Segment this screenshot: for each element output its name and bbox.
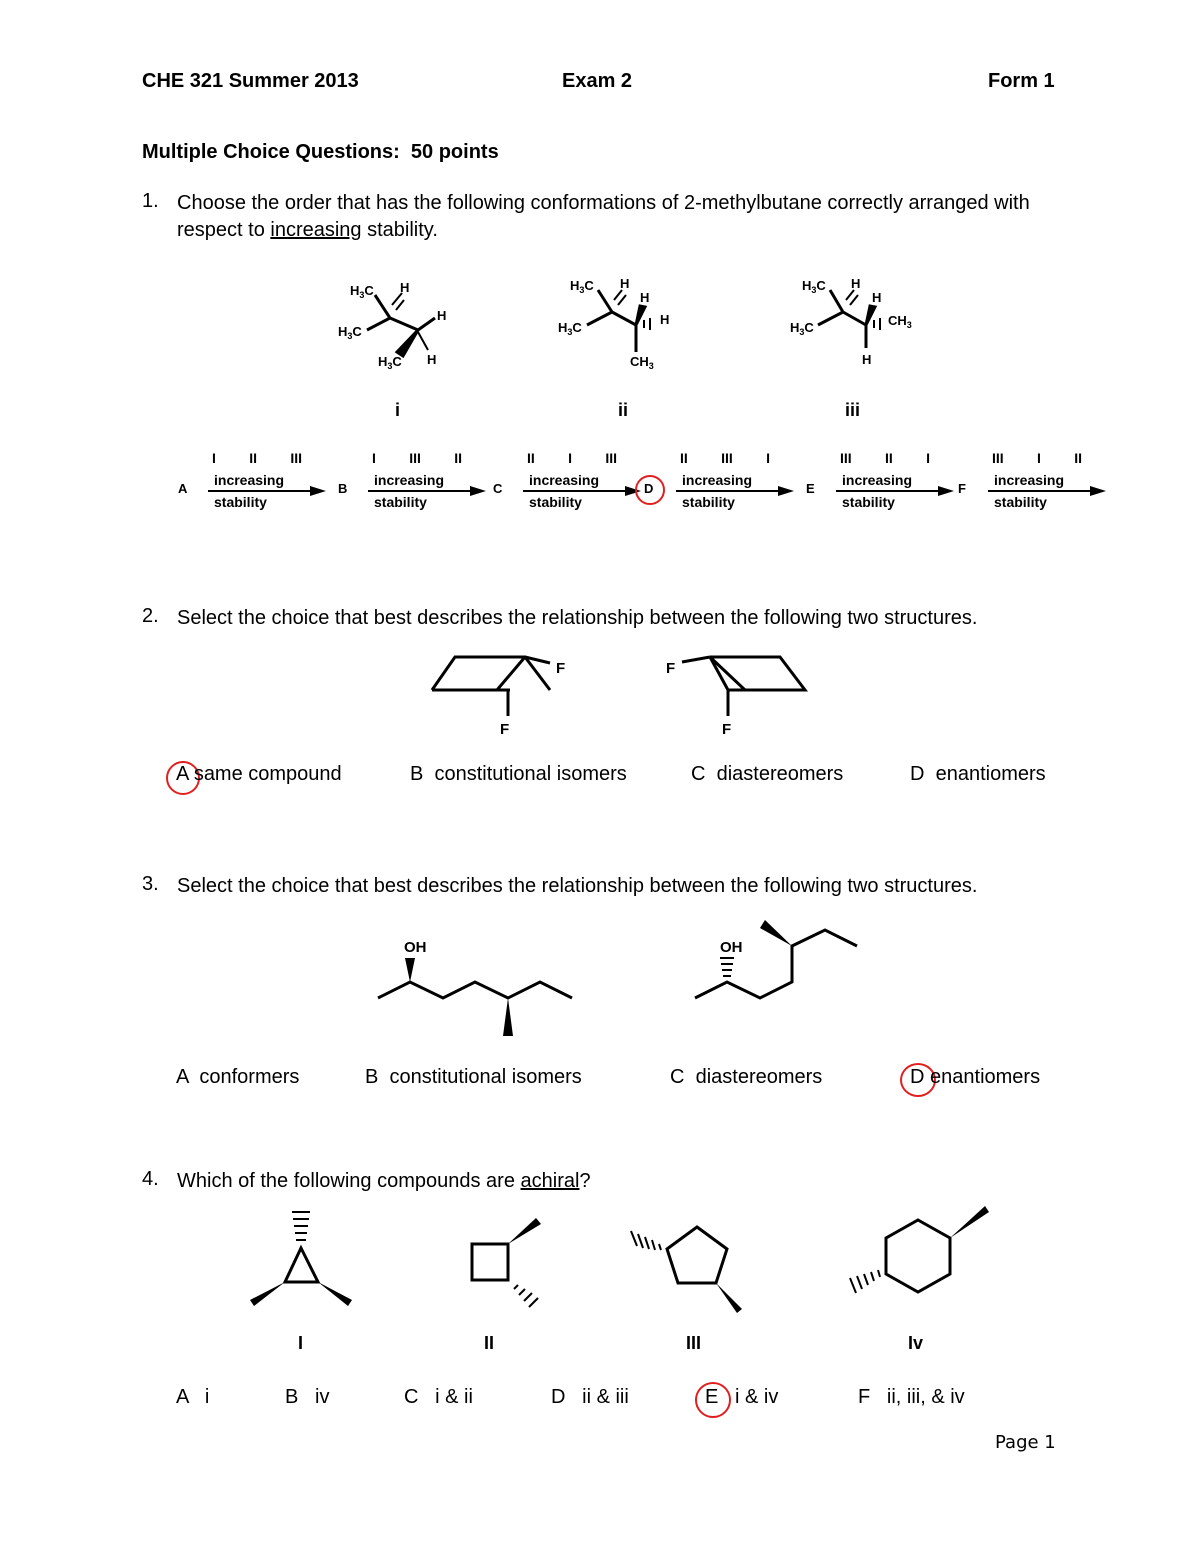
q1-choice-letter: A bbox=[178, 481, 188, 496]
q4-option-e[interactable]: E i & iv bbox=[705, 1386, 779, 1408]
q1-text-b: stability. bbox=[361, 219, 438, 241]
q4-option-d[interactable]: D ii & iii bbox=[551, 1386, 629, 1408]
question-number-3: 3. bbox=[142, 873, 159, 895]
q3-option-b[interactable]: B constitutional isomers bbox=[365, 1066, 582, 1088]
svg-text:CH3: $CH_3$ bbox=[888, 313, 912, 330]
q1-choice-order bbox=[212, 450, 302, 466]
q1-order-item: II bbox=[454, 450, 462, 466]
q1-order-item: III bbox=[721, 450, 733, 466]
q1-arrow-top-label: increasing bbox=[529, 472, 600, 488]
q1-choice-b[interactable] bbox=[340, 448, 490, 518]
q2-option-c[interactable]: C diastereomers bbox=[691, 763, 844, 785]
q1-arrow-top-label: increasing bbox=[214, 472, 285, 488]
q3-oh-label-1: OH bbox=[404, 939, 427, 956]
question-2-text: Select the choice that best describes the relationship between the following two structures. bbox=[177, 607, 978, 629]
page-number: Page 1 bbox=[995, 1432, 1056, 1453]
q1-choice-order bbox=[992, 450, 1082, 466]
q4-label-II: II bbox=[484, 1333, 495, 1353]
q2-option-d[interactable]: D enantiomers bbox=[910, 763, 1046, 785]
q1-choice-c[interactable] bbox=[495, 448, 645, 518]
q4-label-I: I bbox=[298, 1333, 304, 1353]
q4-option-f[interactable]: F ii, iii, & iv bbox=[858, 1386, 965, 1408]
q1-choice-e[interactable] bbox=[808, 448, 958, 518]
q1-order-item: I bbox=[926, 450, 930, 466]
q1-order-item: II bbox=[527, 450, 535, 466]
svg-text:H3C: $H_3C$ bbox=[790, 320, 814, 337]
q1-structure-iii-atoms bbox=[790, 276, 912, 367]
q4-option-a[interactable]: A i bbox=[176, 1386, 210, 1408]
question-number-2: 2. bbox=[142, 605, 159, 627]
svg-text:H3C: $H_3C$ bbox=[570, 278, 594, 295]
svg-text:H: H bbox=[660, 312, 670, 327]
q4-structure-II bbox=[472, 1244, 508, 1280]
svg-text:H3C: $H_3C$ bbox=[378, 354, 402, 371]
svg-text:H: H bbox=[400, 280, 410, 295]
q1-order-item: I bbox=[766, 450, 770, 466]
q4-II-hash bbox=[514, 1285, 538, 1307]
q1-arrow-bottom-label: stability bbox=[214, 494, 267, 510]
svg-text:H: H bbox=[620, 276, 630, 291]
q1-structure-i-atoms bbox=[338, 280, 446, 371]
svg-text:H3C: $H_3C$ bbox=[802, 278, 826, 295]
q1-label-ii: ii bbox=[618, 400, 629, 420]
course-title: CHE 321 Summer 2013 bbox=[142, 70, 359, 92]
q4-structure-I bbox=[285, 1248, 318, 1282]
q1-arrow-top-label: increasing bbox=[682, 472, 753, 488]
svg-text:H: H bbox=[427, 352, 437, 367]
q1-order-item: III bbox=[290, 450, 302, 466]
q3-option-d[interactable]: D enantiomers bbox=[910, 1066, 1041, 1088]
q2-f-label-2: F bbox=[500, 721, 510, 738]
q4-option-b[interactable]: B iv bbox=[285, 1386, 330, 1408]
q3-wedge-methyl-1 bbox=[503, 998, 513, 1036]
q1-choice-letter: D bbox=[644, 481, 654, 496]
q1-choice-order bbox=[680, 450, 770, 466]
q3-wedge-methyl-2 bbox=[760, 920, 792, 946]
q1-choice-f[interactable] bbox=[960, 448, 1110, 518]
q2-f-label-1: F bbox=[556, 660, 566, 677]
q1-arrow-bottom-label: stability bbox=[994, 494, 1047, 510]
q1-structure-ii-atoms bbox=[558, 276, 669, 371]
q1-text-em: increasing bbox=[270, 219, 362, 241]
q1-order-item: II bbox=[1074, 450, 1082, 466]
svg-text:CH3: $CH_3$ bbox=[630, 354, 654, 371]
question-number-4: 4. bbox=[142, 1168, 159, 1190]
q1-order-item: II bbox=[680, 450, 688, 466]
question-number-1: 1. bbox=[142, 190, 159, 212]
q4-text-a: Which of the following compounds are bbox=[177, 1170, 521, 1192]
q1-choice-letter: E bbox=[806, 481, 815, 496]
q1-order-item: III bbox=[605, 450, 617, 466]
q1-text-a: Choose the order that has the following conformations of 2-methylbutane correctly arranged with respect to bbox=[177, 192, 1030, 241]
q1-choice-order bbox=[840, 450, 930, 466]
q1-arrow-top-label: increasing bbox=[842, 472, 913, 488]
q4-option-c[interactable]: C i & ii bbox=[404, 1386, 473, 1408]
q1-order-item: II bbox=[885, 450, 893, 466]
q4-label-III: III bbox=[686, 1333, 702, 1353]
question-3-text: Select the choice that best describes the relationship between the following two structures. bbox=[177, 875, 978, 897]
q1-choice-letter: C bbox=[493, 481, 503, 496]
q1-choice-letter: F bbox=[958, 481, 966, 496]
q1-structure-iii bbox=[818, 290, 880, 348]
q1-choice-a[interactable] bbox=[180, 448, 330, 518]
q3-option-a[interactable]: A conformers bbox=[176, 1066, 300, 1088]
q1-label-i: i bbox=[395, 400, 401, 420]
q3-oh-label-2: OH bbox=[720, 939, 743, 956]
q1-order-item: I bbox=[1037, 450, 1041, 466]
q4-I-hash bbox=[292, 1212, 310, 1240]
q3-option-c[interactable]: C diastereomers bbox=[670, 1066, 823, 1088]
q2-structure-2 bbox=[682, 657, 805, 716]
svg-text:H: H bbox=[851, 276, 861, 291]
q1-label-iii: iii bbox=[845, 400, 861, 420]
svg-text:H: H bbox=[862, 352, 872, 367]
q4-structure-III bbox=[667, 1227, 727, 1283]
q1-order-item: III bbox=[840, 450, 852, 466]
q3-hash-oh-2 bbox=[720, 958, 734, 976]
svg-text:H: H bbox=[872, 290, 882, 305]
q3-wedge-oh-1 bbox=[405, 958, 415, 982]
q1-order-item: I bbox=[568, 450, 572, 466]
q1-arrow-bottom-label: stability bbox=[374, 494, 427, 510]
svg-text:H3C: $H_3C$ bbox=[558, 320, 582, 337]
q4-label-Iv: Iv bbox=[908, 1333, 924, 1353]
q1-arrow-bottom-label: stability bbox=[529, 494, 582, 510]
q4-structure-Iv bbox=[886, 1220, 950, 1292]
form-label: Form 1 bbox=[988, 70, 1055, 92]
q1-order-item: II bbox=[249, 450, 257, 466]
q4-Iv-hash bbox=[850, 1270, 880, 1293]
q4-text-em: achiral bbox=[520, 1170, 580, 1192]
q1-arrow-bottom-label: stability bbox=[682, 494, 735, 510]
q1-choice-d[interactable] bbox=[644, 448, 798, 518]
q2-structure-1 bbox=[432, 657, 550, 716]
section-title: Multiple Choice Questions: 50 points bbox=[142, 141, 499, 163]
q2-option-b[interactable]: B constitutional isomers bbox=[410, 763, 627, 785]
q2-f-label-4: F bbox=[722, 721, 732, 738]
svg-text:H: H bbox=[437, 308, 447, 323]
q4-text-b: ? bbox=[579, 1170, 591, 1192]
q1-choice-order bbox=[372, 450, 462, 466]
q1-arrow-top-label: increasing bbox=[994, 472, 1065, 488]
q1-choice-letter: B bbox=[338, 481, 348, 496]
q1-order-item: III bbox=[409, 450, 421, 466]
svg-text:H3C: $H_3C$ bbox=[338, 324, 362, 341]
q1-order-item: I bbox=[372, 450, 376, 466]
question-4-text bbox=[177, 1168, 1077, 1195]
q2-f-label-3: F bbox=[666, 660, 676, 677]
q1-arrow-top-label: increasing bbox=[374, 472, 445, 488]
q1-arrow-bottom-label: stability bbox=[842, 494, 895, 510]
q1-answer-circle bbox=[635, 475, 665, 505]
q3-structure-1 bbox=[378, 982, 572, 998]
q2-option-a[interactable]: A same compound bbox=[176, 763, 342, 785]
q4-III-hash bbox=[631, 1231, 661, 1250]
q1-choice-order bbox=[527, 450, 617, 466]
exam-title: Exam 2 bbox=[562, 70, 633, 92]
svg-text:H: H bbox=[640, 290, 650, 305]
svg-text:H3C: $H_3C$ bbox=[350, 283, 374, 300]
q1-order-item: I bbox=[212, 450, 216, 466]
q1-order-item: III bbox=[992, 450, 1004, 466]
q1-structure-i bbox=[367, 293, 435, 356]
